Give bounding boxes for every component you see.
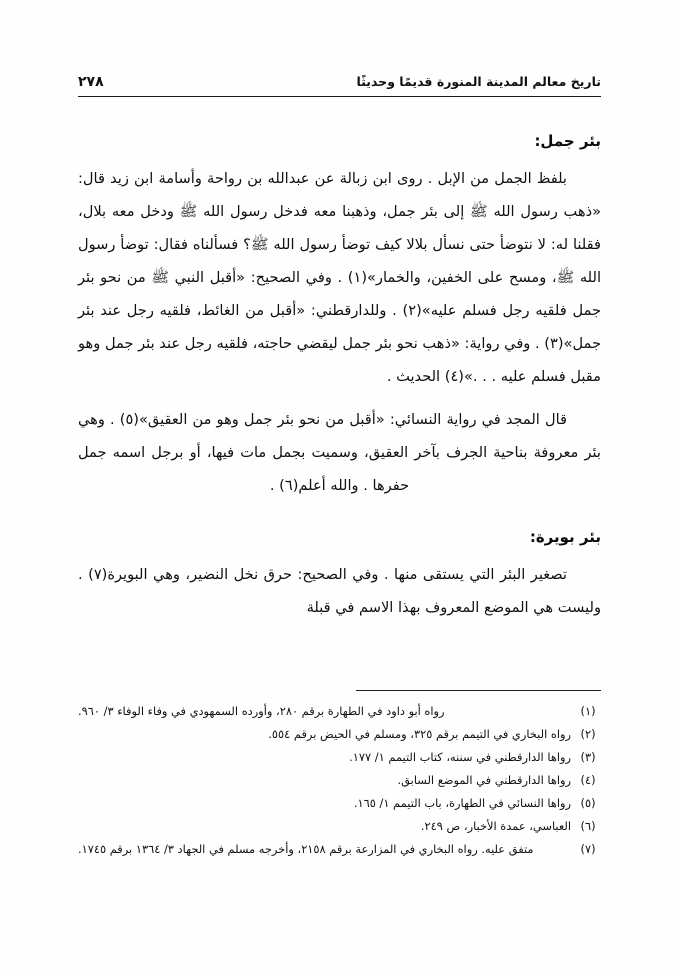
page-body xyxy=(78,132,601,626)
section-heading-bir-buwayra: بئر بويرة: xyxy=(529,528,601,546)
running-header xyxy=(78,74,601,104)
footnote-item xyxy=(78,839,601,860)
footnote-item xyxy=(78,747,601,768)
paragraph-bir-jamal-2: قال المجد في رواية النسائي: «أقبل من نحو بئر جمل وهو من العقيق»(٥) . وهي بئر معروفة بناحية الجرف بآخر العقيق، وسميت بجمل مات فيها، أو برجل اسمه جمل حفرها . والله أعلم(٦) . xyxy=(78,411,601,494)
footnote-text: رواها الدارقطني في الموضع السابق. xyxy=(397,773,571,787)
footnote-text: العباسي، عمدة الأخبار، ص ٢٤٩. xyxy=(420,819,571,833)
footnote-number: (٥) xyxy=(580,796,596,810)
footnote-number: (١) xyxy=(580,704,596,718)
footnote-item xyxy=(78,724,601,745)
footnote-text: رواها النسائي في الطهارة، باب التيمم ١/ ١٦٥. xyxy=(353,796,571,810)
footnote-item xyxy=(78,816,601,837)
book-title: تاريخ معالم المدينة المنورة قديمًا وحديثًا xyxy=(356,74,601,89)
footnote-number: (٤) xyxy=(580,773,596,787)
paragraph-bir-buwayra-1: تصغير البئر التي يستقى منها . وفي الصحيح: حرق نخل النضير، وهي البويرة(٧) . وليست هي الموضع المعروف بهذا الاسم في قبلة xyxy=(78,566,601,616)
page-number: ٢٧٨ xyxy=(78,74,104,90)
footnote-text: رواه أبو داود في الطهارة برقم ٢٨٠، وأورده السمهودي في وفاء الوفاء ٣/ ٩٦٠. xyxy=(78,704,445,718)
paragraph-bir-jamal-1: بلفظ الجمل من الإبل . روى ابن زبالة عن عبدالله بن رواحة وأسامة ابن زيد قال: «ذهب رسول الله ﷺ إلى بئر جمل، وذهبنا معه فدخل رسول الله ﷺ ودخل معه بلال، فقلنا له: لا نتوضأ حتى نسأل بلالا كيف توضأ رسول الله ﷺ؟ فسألناه فقال: توضأ رسول الله ﷺ، ومسح على الخفين، والخمار»(١) . وفي الصحيح: «أقبل النبي ﷺ من نحو بئر جمل فلقيه رجل فسلم عليه»(٢) . وللدارقطني: «أقبل من الغائط، فلقيه رجل عند بئر جمل»(٣) . وفي رواية: «ذهب نحو بئر جمل ليقضي حاجته، فلقيه رجل عند بئر جمل وهو مقبل فسلم عليه . . .»(٤) الحديث . xyxy=(78,170,601,385)
footnotes-block xyxy=(78,690,601,862)
footnote-item xyxy=(78,770,601,791)
section-heading-bir-jamal: بئر جمل: xyxy=(534,132,601,150)
footnote-divider xyxy=(356,690,601,691)
footnote-text: رواها الدارقطني في سننه، كتاب التيمم ١/ ١٧٧. xyxy=(349,750,571,764)
header-divider xyxy=(78,96,601,97)
footnote-number: (٧) xyxy=(580,842,596,856)
footnote-number: (٣) xyxy=(580,750,596,764)
footnote-item xyxy=(78,701,601,722)
footnote-list xyxy=(78,701,601,860)
footnote-text: متفق عليه. رواه البخاري في المزارعة برقم ٢١٥٨، وأخرجه مسلم في الجهاد ٣/ ١٣٦٤ برقم ١٧٤٥. xyxy=(78,842,534,856)
footnote-number: (٢) xyxy=(580,727,596,741)
footnote-item xyxy=(78,793,601,814)
footnote-number: (٦) xyxy=(580,819,596,833)
footnote-text: رواه البخاري في التيمم برقم ٣٢٥، ومسلم في الحيض برقم ٥٥٤. xyxy=(268,727,571,741)
